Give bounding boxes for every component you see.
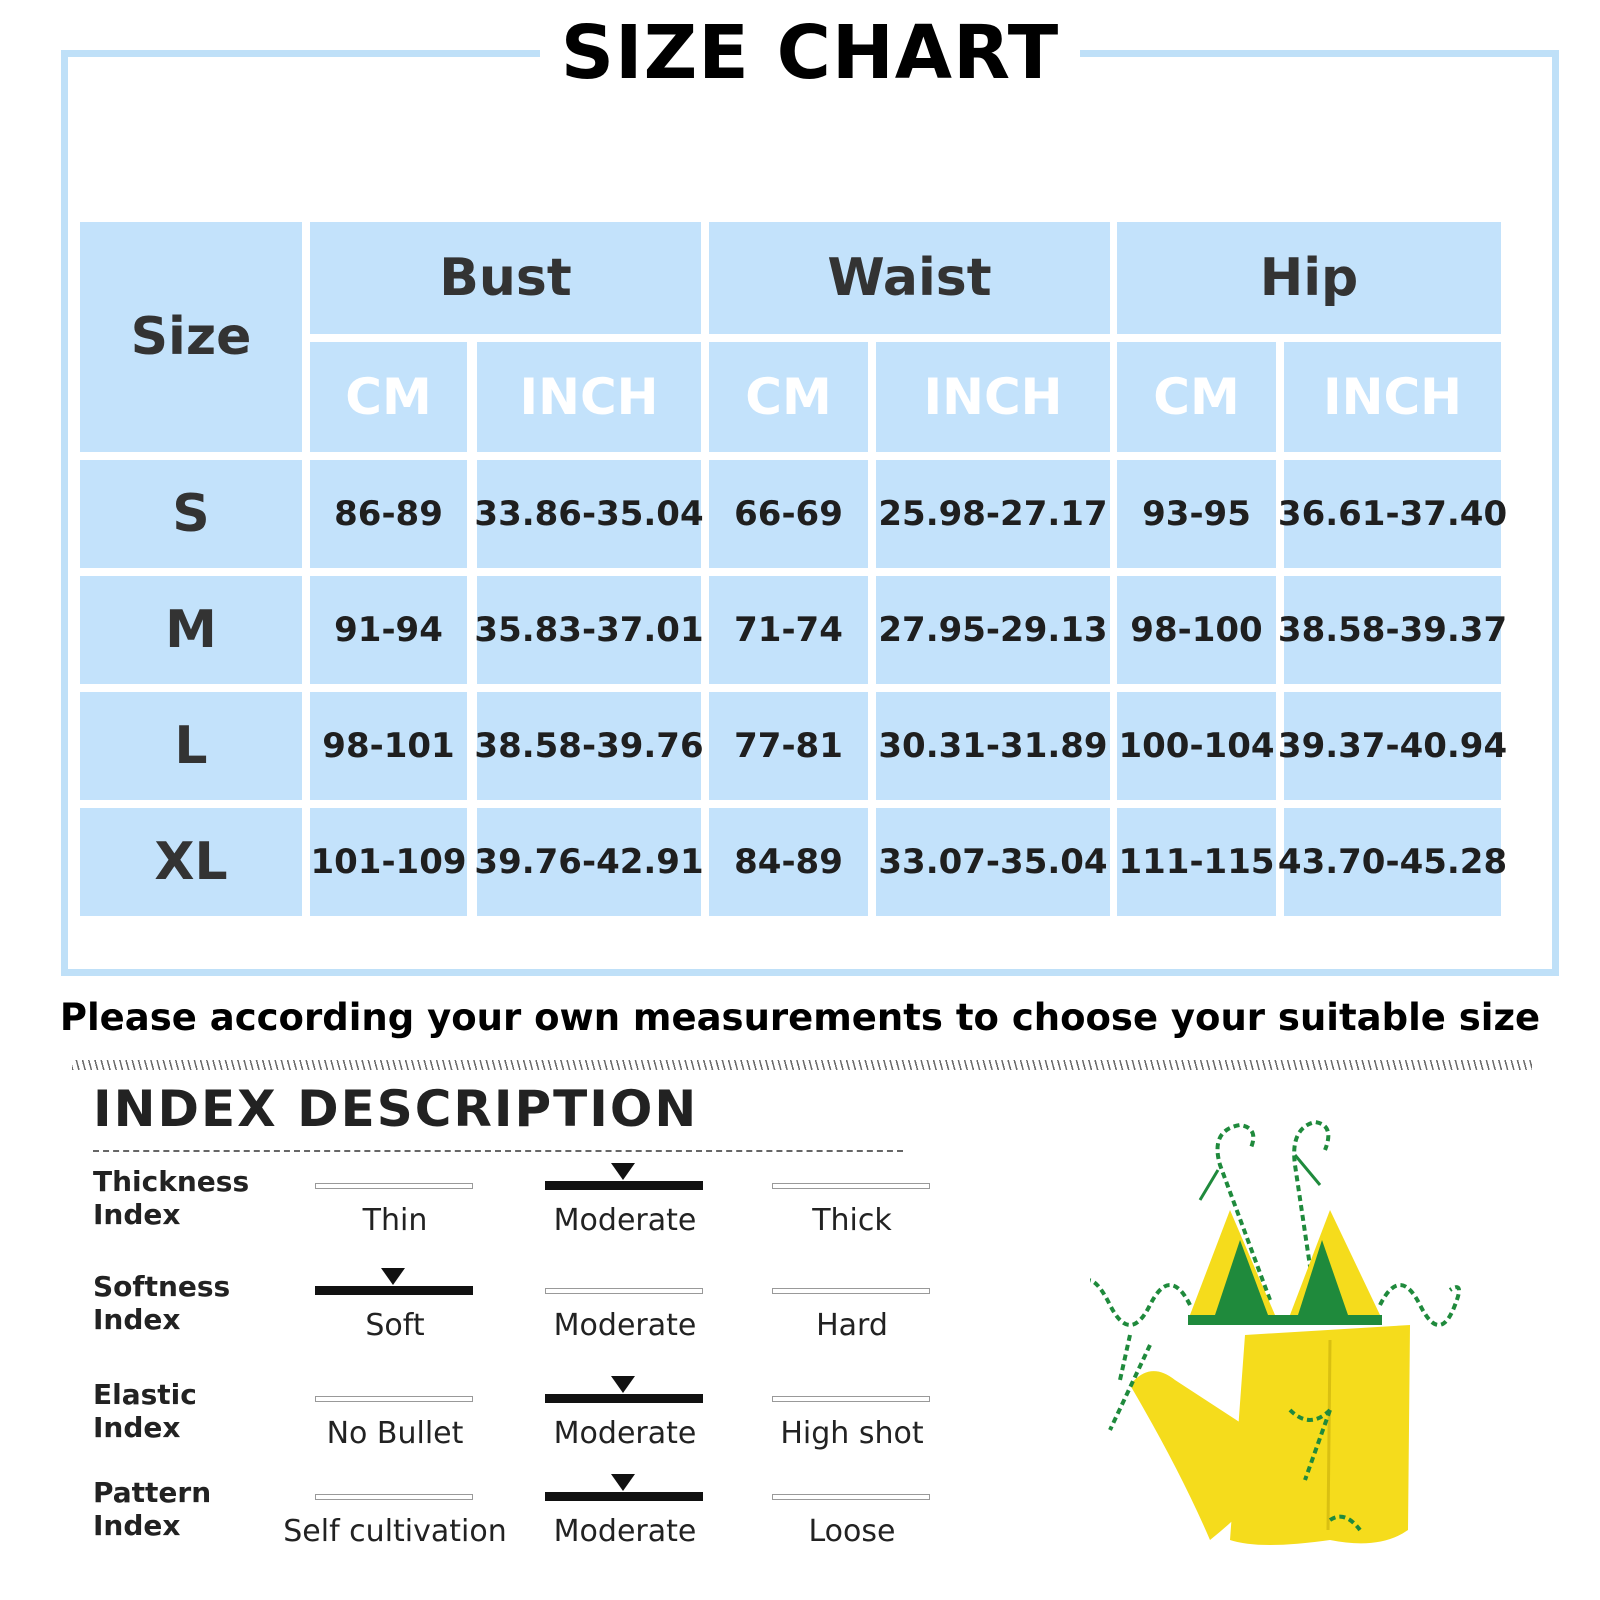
index-option [283, 1474, 507, 1549]
table-cell: 36.61-37.40 [1284, 460, 1501, 568]
index-option [545, 1163, 705, 1238]
table-cell: 98-101 [310, 692, 467, 800]
index-option [772, 1268, 932, 1343]
selected-marker-icon [611, 1376, 635, 1393]
index-option [545, 1474, 705, 1549]
index-option [772, 1376, 932, 1451]
index-option-label: Loose [808, 1514, 896, 1549]
index-label: Elastic Index [93, 1378, 197, 1444]
index-scale-bar [315, 1286, 473, 1295]
table-cell: 101-109 [310, 808, 467, 916]
index-scale-bar [772, 1494, 930, 1500]
table-cell: 33.07-35.04 [876, 808, 1110, 916]
group-header-hip: Hip [1117, 222, 1501, 334]
size-header: Size [80, 222, 302, 452]
index-option [315, 1268, 475, 1343]
index-scale-bar [545, 1181, 703, 1190]
index-option-label: High shot [780, 1416, 924, 1451]
unit-header: INCH [477, 342, 701, 452]
group-header-bust: Bust [310, 222, 701, 334]
index-title: INDEX DESCRIPTION [93, 1080, 699, 1138]
index-label: Pattern Index [93, 1476, 212, 1542]
size-label: XL [80, 808, 302, 916]
index-scale-bar [772, 1396, 930, 1402]
index-option-label: Soft [365, 1308, 425, 1343]
index-option-label: Moderate [553, 1514, 697, 1549]
table-cell: 43.70-45.28 [1284, 808, 1501, 916]
index-option-label: No Bullet [326, 1416, 464, 1451]
index-scale-bar [772, 1288, 930, 1294]
measurement-note: Please according your own measurements to choose your suitable size [59, 996, 1541, 1039]
index-scale-bar [545, 1288, 703, 1294]
index-option [545, 1268, 705, 1343]
index-scale-bar [545, 1394, 703, 1403]
index-option-label: Hard [816, 1308, 888, 1343]
size-label: M [80, 576, 302, 684]
index-option-label: Moderate [553, 1308, 697, 1343]
table-cell: 38.58-39.37 [1284, 576, 1501, 684]
table-cell: 39.37-40.94 [1284, 692, 1501, 800]
unit-header: CM [310, 342, 467, 452]
table-cell: 98-100 [1117, 576, 1276, 684]
index-scale-bar [315, 1183, 473, 1189]
index-option [545, 1376, 705, 1451]
table-cell: 84-89 [709, 808, 868, 916]
group-header-waist: Waist [709, 222, 1110, 334]
index-scale-bar [315, 1494, 473, 1500]
index-label: Thickness Index [93, 1165, 250, 1231]
index-label: Softness Index [93, 1270, 231, 1336]
table-cell: 30.31-31.89 [876, 692, 1110, 800]
table-cell: 33.86-35.04 [477, 460, 701, 568]
selected-marker-icon [611, 1163, 635, 1180]
table-cell: 91-94 [310, 576, 467, 684]
index-option-label: Thin [362, 1203, 428, 1238]
index-divider [93, 1150, 903, 1152]
table-cell: 93-95 [1117, 460, 1276, 568]
index-option [772, 1474, 932, 1549]
unit-header: CM [1117, 342, 1276, 452]
unit-header: CM [709, 342, 868, 452]
index-option [772, 1163, 932, 1238]
hatch-divider [72, 1060, 1532, 1070]
size-label: L [80, 692, 302, 800]
table-cell: 25.98-27.17 [876, 460, 1110, 568]
unit-header: INCH [876, 342, 1110, 452]
table-cell: 77-81 [709, 692, 868, 800]
index-scale-bar [315, 1396, 473, 1402]
index-option-label: Self cultivation [283, 1514, 507, 1549]
index-option [315, 1163, 475, 1238]
selected-marker-icon [611, 1474, 635, 1491]
table-cell: 71-74 [709, 576, 868, 684]
table-cell: 38.58-39.76 [477, 692, 701, 800]
table-cell: 35.83-37.01 [477, 576, 701, 684]
table-cell: 86-89 [310, 460, 467, 568]
unit-header: INCH [1284, 342, 1501, 452]
table-cell: 66-69 [709, 460, 868, 568]
swimsuit-image [1090, 1110, 1490, 1580]
table-cell: 111-115 [1117, 808, 1276, 916]
index-option-label: Thick [812, 1203, 892, 1238]
size-label: S [80, 460, 302, 568]
index-option [315, 1376, 475, 1451]
table-cell: 100-104 [1117, 692, 1276, 800]
selected-marker-icon [381, 1268, 405, 1285]
index-option-label: Moderate [553, 1203, 697, 1238]
page-title: SIZE CHART [540, 8, 1080, 98]
index-option-label: Moderate [553, 1416, 697, 1451]
index-scale-bar [772, 1183, 930, 1189]
table-cell: 39.76-42.91 [477, 808, 701, 916]
index-scale-bar [545, 1492, 703, 1501]
table-cell: 27.95-29.13 [876, 576, 1110, 684]
